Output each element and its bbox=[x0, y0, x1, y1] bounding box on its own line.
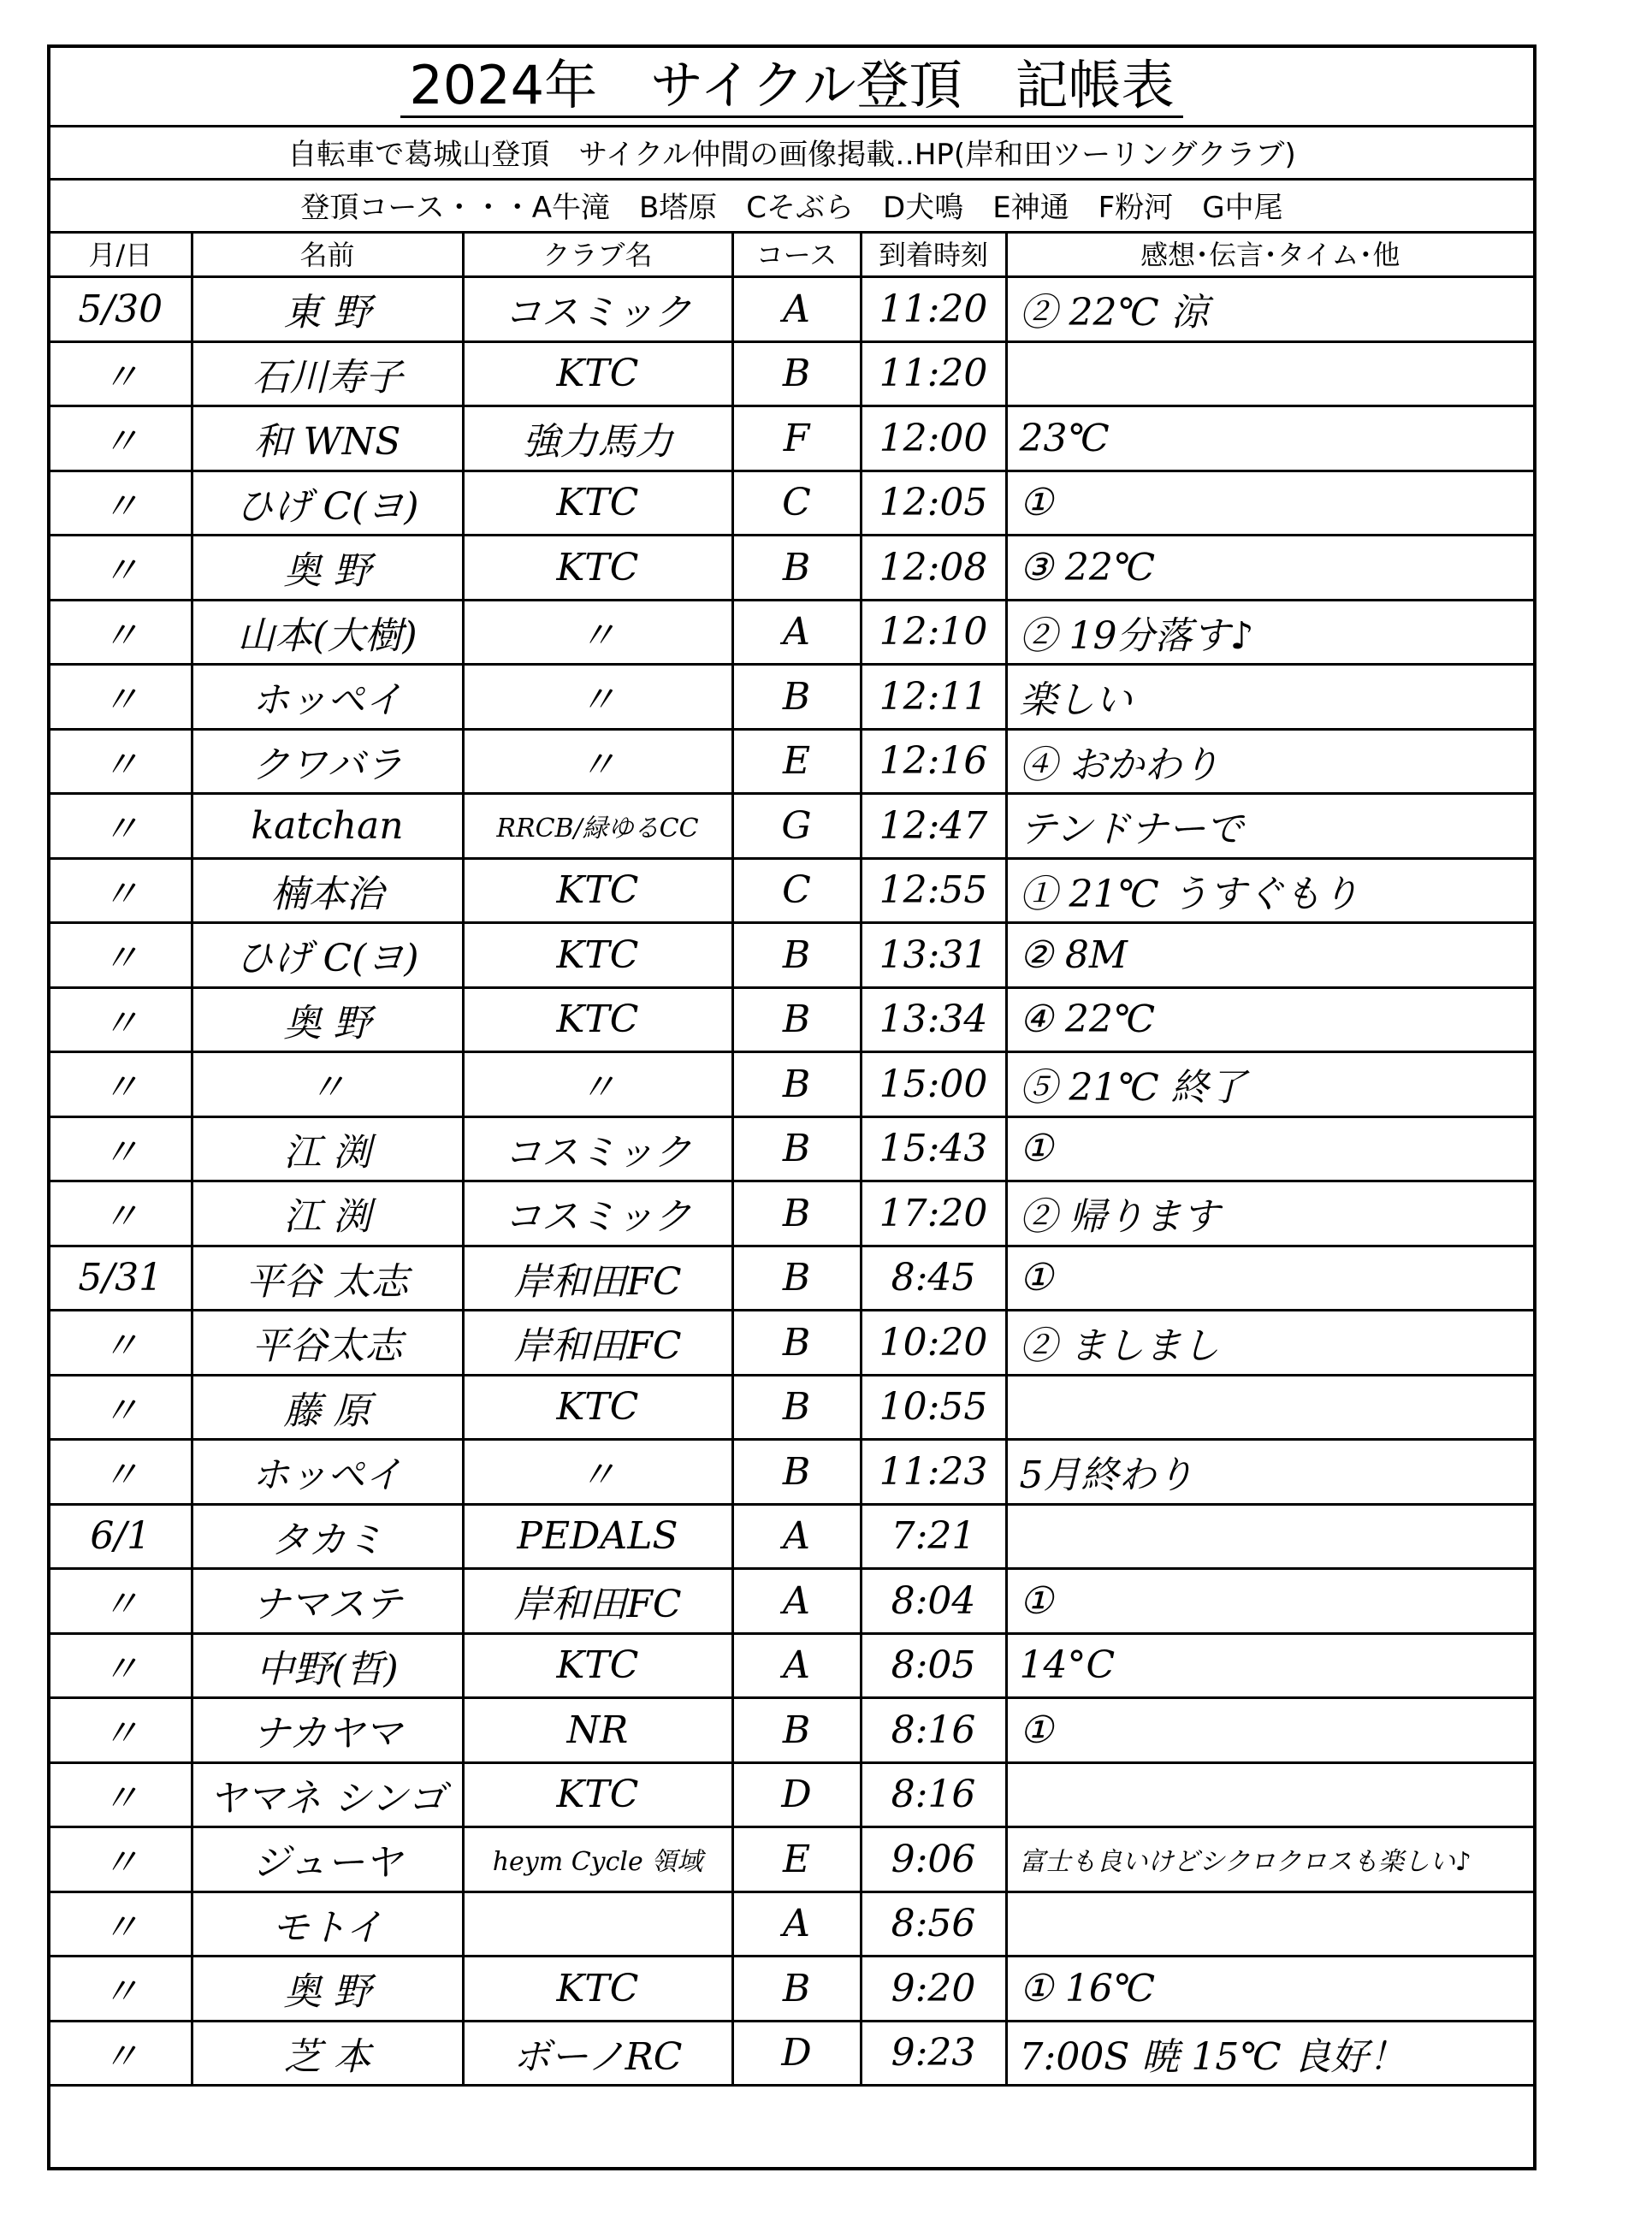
table-row bbox=[50, 406, 1533, 471]
row-note bbox=[1006, 341, 1533, 406]
row-date: 〃 bbox=[50, 1116, 192, 1181]
row-course: A bbox=[732, 1892, 861, 1957]
row-date: 5/30 bbox=[50, 277, 192, 342]
table-row bbox=[50, 1181, 1533, 1246]
table-row bbox=[50, 600, 1533, 665]
row-course: B bbox=[732, 1052, 861, 1117]
row-date: 6/1 bbox=[50, 1504, 192, 1569]
table-row bbox=[50, 1116, 1533, 1181]
row-name: 藤 原 bbox=[192, 1375, 463, 1440]
row-club: KTC bbox=[463, 1375, 732, 1440]
row-date: 〃 bbox=[50, 987, 192, 1052]
row-note: ① 16℃ bbox=[1006, 1957, 1533, 2022]
row-time: 12:00 bbox=[861, 406, 1006, 471]
row-name: 中野(哲) bbox=[192, 1633, 463, 1698]
header-time: 到着時刻 bbox=[861, 231, 1006, 277]
row-note bbox=[1006, 1375, 1533, 1440]
table-row bbox=[50, 1440, 1533, 1505]
row-club: ボーノRC bbox=[463, 2021, 732, 2086]
row-club: KTC bbox=[463, 987, 732, 1052]
table-row bbox=[50, 1957, 1533, 2022]
row-note: 14°C bbox=[1006, 1633, 1533, 1698]
table-row bbox=[50, 665, 1533, 730]
row-time: 15:00 bbox=[861, 1052, 1006, 1117]
row-note: ④ 22℃ bbox=[1006, 987, 1533, 1052]
row-course: B bbox=[732, 1116, 861, 1181]
row-note: ③ 22℃ bbox=[1006, 536, 1533, 601]
row-club: PEDALS bbox=[463, 1504, 732, 1569]
row-club: 岸和田FC bbox=[463, 1246, 732, 1311]
row-name: 楠本治 bbox=[192, 858, 463, 923]
row-time: 12:05 bbox=[861, 471, 1006, 536]
row-time: 12:55 bbox=[861, 858, 1006, 923]
table-row bbox=[50, 1892, 1533, 1957]
row-course: E bbox=[732, 1827, 861, 1892]
row-note: ① bbox=[1006, 1569, 1533, 1634]
table-row bbox=[50, 1052, 1533, 1117]
row-name: ナマステ bbox=[192, 1569, 463, 1634]
row-course: B bbox=[732, 1181, 861, 1246]
row-date: 〃 bbox=[50, 406, 192, 471]
row-time: 13:31 bbox=[861, 923, 1006, 988]
table-row bbox=[50, 341, 1533, 406]
row-date: 〃 bbox=[50, 1311, 192, 1376]
log-sheet bbox=[47, 44, 1537, 2170]
row-club: 〃 bbox=[463, 600, 732, 665]
table-row bbox=[50, 923, 1533, 988]
row-name: タカミ bbox=[192, 1504, 463, 1569]
log-table bbox=[50, 231, 1533, 2087]
row-course: B bbox=[732, 1440, 861, 1505]
row-name: ジューヤ bbox=[192, 1827, 463, 1892]
row-time: 11:20 bbox=[861, 341, 1006, 406]
table-row bbox=[50, 1569, 1533, 1634]
table-row bbox=[50, 794, 1533, 859]
row-course: F bbox=[732, 406, 861, 471]
row-club: KTC bbox=[463, 1957, 732, 2022]
row-time: 12:11 bbox=[861, 665, 1006, 730]
row-note: ① bbox=[1006, 1246, 1533, 1311]
row-course: B bbox=[732, 665, 861, 730]
row-name: 石川寿子 bbox=[192, 341, 463, 406]
sheet-title bbox=[50, 48, 1533, 127]
row-time: 8:16 bbox=[861, 1698, 1006, 1763]
row-time: 10:20 bbox=[861, 1311, 1006, 1376]
sheet-subtitle: 自転車で葛城山登頂 サイクル仲間の画像掲載‥HP(岸和田ツーリングクラブ) bbox=[50, 125, 1533, 181]
row-note: ② ましまし bbox=[1006, 1311, 1533, 1376]
row-date: 〃 bbox=[50, 536, 192, 601]
row-date: 〃 bbox=[50, 729, 192, 794]
row-note bbox=[1006, 1892, 1533, 1957]
row-note: 富士も良いけどシクロクロスも楽しい♪ bbox=[1006, 1827, 1533, 1892]
row-date: 〃 bbox=[50, 1892, 192, 1957]
row-time: 12:16 bbox=[861, 729, 1006, 794]
row-name: ホッペイ bbox=[192, 1440, 463, 1505]
row-club: KTC bbox=[463, 1633, 732, 1698]
row-time: 11:23 bbox=[861, 1440, 1006, 1505]
row-club: 〃 bbox=[463, 729, 732, 794]
row-course: B bbox=[732, 923, 861, 988]
row-note: ② 19分落す♪ bbox=[1006, 600, 1533, 665]
row-name: 江 渕 bbox=[192, 1116, 463, 1181]
row-club: コスミック bbox=[463, 1181, 732, 1246]
table-row bbox=[50, 1827, 1533, 1892]
row-club: KTC bbox=[463, 923, 732, 988]
row-course: B bbox=[732, 341, 861, 406]
row-course: A bbox=[732, 277, 861, 342]
row-note: 23℃ bbox=[1006, 406, 1533, 471]
row-name: 芝 本 bbox=[192, 2021, 463, 2086]
row-note: 楽しい bbox=[1006, 665, 1533, 730]
row-date: 〃 bbox=[50, 1698, 192, 1763]
row-course: A bbox=[732, 1633, 861, 1698]
table-row bbox=[50, 1762, 1533, 1827]
row-time: 8:56 bbox=[861, 1892, 1006, 1957]
row-time: 9:23 bbox=[861, 2021, 1006, 2086]
row-time: 12:10 bbox=[861, 600, 1006, 665]
row-note: 7:00S 暁 15℃ 良好！ bbox=[1006, 2021, 1533, 2086]
row-course: B bbox=[732, 1246, 861, 1311]
row-course: A bbox=[732, 1504, 861, 1569]
table-row bbox=[50, 1311, 1533, 1376]
header-notes: 感想･伝言･タイム･他 bbox=[1006, 231, 1533, 277]
row-date: 〃 bbox=[50, 600, 192, 665]
row-club: 〃 bbox=[463, 1052, 732, 1117]
row-date: 〃 bbox=[50, 1957, 192, 2022]
row-time: 9:06 bbox=[861, 1827, 1006, 1892]
row-club: コスミック bbox=[463, 1116, 732, 1181]
row-course: B bbox=[732, 1311, 861, 1376]
table-row bbox=[50, 1375, 1533, 1440]
table-row bbox=[50, 471, 1533, 536]
row-course: B bbox=[732, 1698, 861, 1763]
row-date: 〃 bbox=[50, 1633, 192, 1698]
table-row bbox=[50, 1504, 1533, 1569]
row-note: ④ おかわり bbox=[1006, 729, 1533, 794]
table-row bbox=[50, 987, 1533, 1052]
row-name: 平谷 太志 bbox=[192, 1246, 463, 1311]
row-name: ひげ C(ヨ) bbox=[192, 471, 463, 536]
row-club: 〃 bbox=[463, 665, 732, 730]
row-name: ヤマネ シンゴ bbox=[192, 1762, 463, 1827]
row-name: 奥 野 bbox=[192, 987, 463, 1052]
row-note: ② 8M bbox=[1006, 923, 1533, 988]
row-name: 平谷太志 bbox=[192, 1311, 463, 1376]
row-course: D bbox=[732, 2021, 861, 2086]
row-date: 〃 bbox=[50, 665, 192, 730]
row-date: 〃 bbox=[50, 858, 192, 923]
row-time: 8:16 bbox=[861, 1762, 1006, 1827]
row-note: ① bbox=[1006, 471, 1533, 536]
row-course: G bbox=[732, 794, 861, 859]
table-row bbox=[50, 277, 1533, 342]
row-note: ② 22℃ 涼 bbox=[1006, 277, 1533, 342]
row-time: 8:05 bbox=[861, 1633, 1006, 1698]
row-note: ② 帰ります bbox=[1006, 1181, 1533, 1246]
row-note: 5月終わり bbox=[1006, 1440, 1533, 1505]
row-time: 8:04 bbox=[861, 1569, 1006, 1634]
row-name: 東 野 bbox=[192, 277, 463, 342]
row-club: heym Cycle 領域 bbox=[463, 1827, 732, 1892]
row-time: 13:34 bbox=[861, 987, 1006, 1052]
row-date: 〃 bbox=[50, 471, 192, 536]
row-course: B bbox=[732, 1375, 861, 1440]
row-course: E bbox=[732, 729, 861, 794]
row-date: 〃 bbox=[50, 341, 192, 406]
row-course: D bbox=[732, 1762, 861, 1827]
table-row bbox=[50, 1698, 1533, 1763]
row-note: ⑤ 21℃ 終了 bbox=[1006, 1052, 1533, 1117]
row-date: 5/31 bbox=[50, 1246, 192, 1311]
header-date: 月/日 bbox=[50, 231, 192, 277]
row-name: katchan bbox=[192, 794, 463, 859]
row-note: ① 21℃ うすぐもり bbox=[1006, 858, 1533, 923]
row-course: A bbox=[732, 1569, 861, 1634]
row-course: C bbox=[732, 858, 861, 923]
row-date: 〃 bbox=[50, 1052, 192, 1117]
row-club: 〃 bbox=[463, 1440, 732, 1505]
row-time: 7:21 bbox=[861, 1504, 1006, 1569]
row-name: ホッペイ bbox=[192, 665, 463, 730]
row-date: 〃 bbox=[50, 1181, 192, 1246]
row-course: C bbox=[732, 471, 861, 536]
row-name: 山本(大樹) bbox=[192, 600, 463, 665]
row-club: 強力馬力 bbox=[463, 406, 732, 471]
row-club: KTC bbox=[463, 858, 732, 923]
row-note bbox=[1006, 1762, 1533, 1827]
header-club: クラブ名 bbox=[463, 231, 732, 277]
row-course: B bbox=[732, 536, 861, 601]
table-row bbox=[50, 2021, 1533, 2086]
row-time: 12:47 bbox=[861, 794, 1006, 859]
header-course: コース bbox=[732, 231, 861, 277]
table-row bbox=[50, 729, 1533, 794]
row-name: 奥 野 bbox=[192, 536, 463, 601]
row-course: A bbox=[732, 600, 861, 665]
row-name: 〃 bbox=[192, 1052, 463, 1117]
row-club: KTC bbox=[463, 341, 732, 406]
row-date: 〃 bbox=[50, 1440, 192, 1505]
sheet-title-text: 2024年 サイクル登頂 記帳表 bbox=[400, 56, 1182, 118]
row-name: 和 WNS bbox=[192, 406, 463, 471]
row-club: 岸和田FC bbox=[463, 1311, 732, 1376]
row-name: 江 渕 bbox=[192, 1181, 463, 1246]
row-club: コスミック bbox=[463, 277, 732, 342]
row-course: B bbox=[732, 987, 861, 1052]
row-name: 奥 野 bbox=[192, 1957, 463, 2022]
row-club: KTC bbox=[463, 536, 732, 601]
table-row bbox=[50, 536, 1533, 601]
header-name: 名前 bbox=[192, 231, 463, 277]
row-date: 〃 bbox=[50, 794, 192, 859]
table-row bbox=[50, 1246, 1533, 1311]
row-date: 〃 bbox=[50, 2021, 192, 2086]
table-row bbox=[50, 858, 1533, 923]
row-note bbox=[1006, 1504, 1533, 1569]
course-legend: 登頂コース・・・A牛滝 B塔原 Cそぶら D犬鳴 E神通 F粉河 G中尾 bbox=[50, 178, 1533, 234]
row-course: B bbox=[732, 1957, 861, 2022]
row-club: NR bbox=[463, 1698, 732, 1763]
table-header bbox=[50, 231, 1533, 277]
row-time: 10:55 bbox=[861, 1375, 1006, 1440]
row-club: KTC bbox=[463, 471, 732, 536]
row-date: 〃 bbox=[50, 1569, 192, 1634]
row-name: ナカヤマ bbox=[192, 1698, 463, 1763]
row-time: 9:20 bbox=[861, 1957, 1006, 2022]
row-date: 〃 bbox=[50, 1827, 192, 1892]
row-club: RRCB/緑ゆるCC bbox=[463, 794, 732, 859]
row-note: ① bbox=[1006, 1116, 1533, 1181]
row-club: KTC bbox=[463, 1762, 732, 1827]
row-club: 岸和田FC bbox=[463, 1569, 732, 1634]
row-club bbox=[463, 1892, 732, 1957]
row-date: 〃 bbox=[50, 1375, 192, 1440]
row-name: クワバラ bbox=[192, 729, 463, 794]
row-note: テンドナーで bbox=[1006, 794, 1533, 859]
row-time: 15:43 bbox=[861, 1116, 1006, 1181]
row-time: 17:20 bbox=[861, 1181, 1006, 1246]
row-time: 12:08 bbox=[861, 536, 1006, 601]
row-name: ひげ C(ヨ) bbox=[192, 923, 463, 988]
table-row bbox=[50, 1633, 1533, 1698]
row-note: ① bbox=[1006, 1698, 1533, 1763]
row-time: 11:20 bbox=[861, 277, 1006, 342]
row-date: 〃 bbox=[50, 923, 192, 988]
row-time: 8:45 bbox=[861, 1246, 1006, 1311]
row-date: 〃 bbox=[50, 1762, 192, 1827]
row-name: モトイ bbox=[192, 1892, 463, 1957]
